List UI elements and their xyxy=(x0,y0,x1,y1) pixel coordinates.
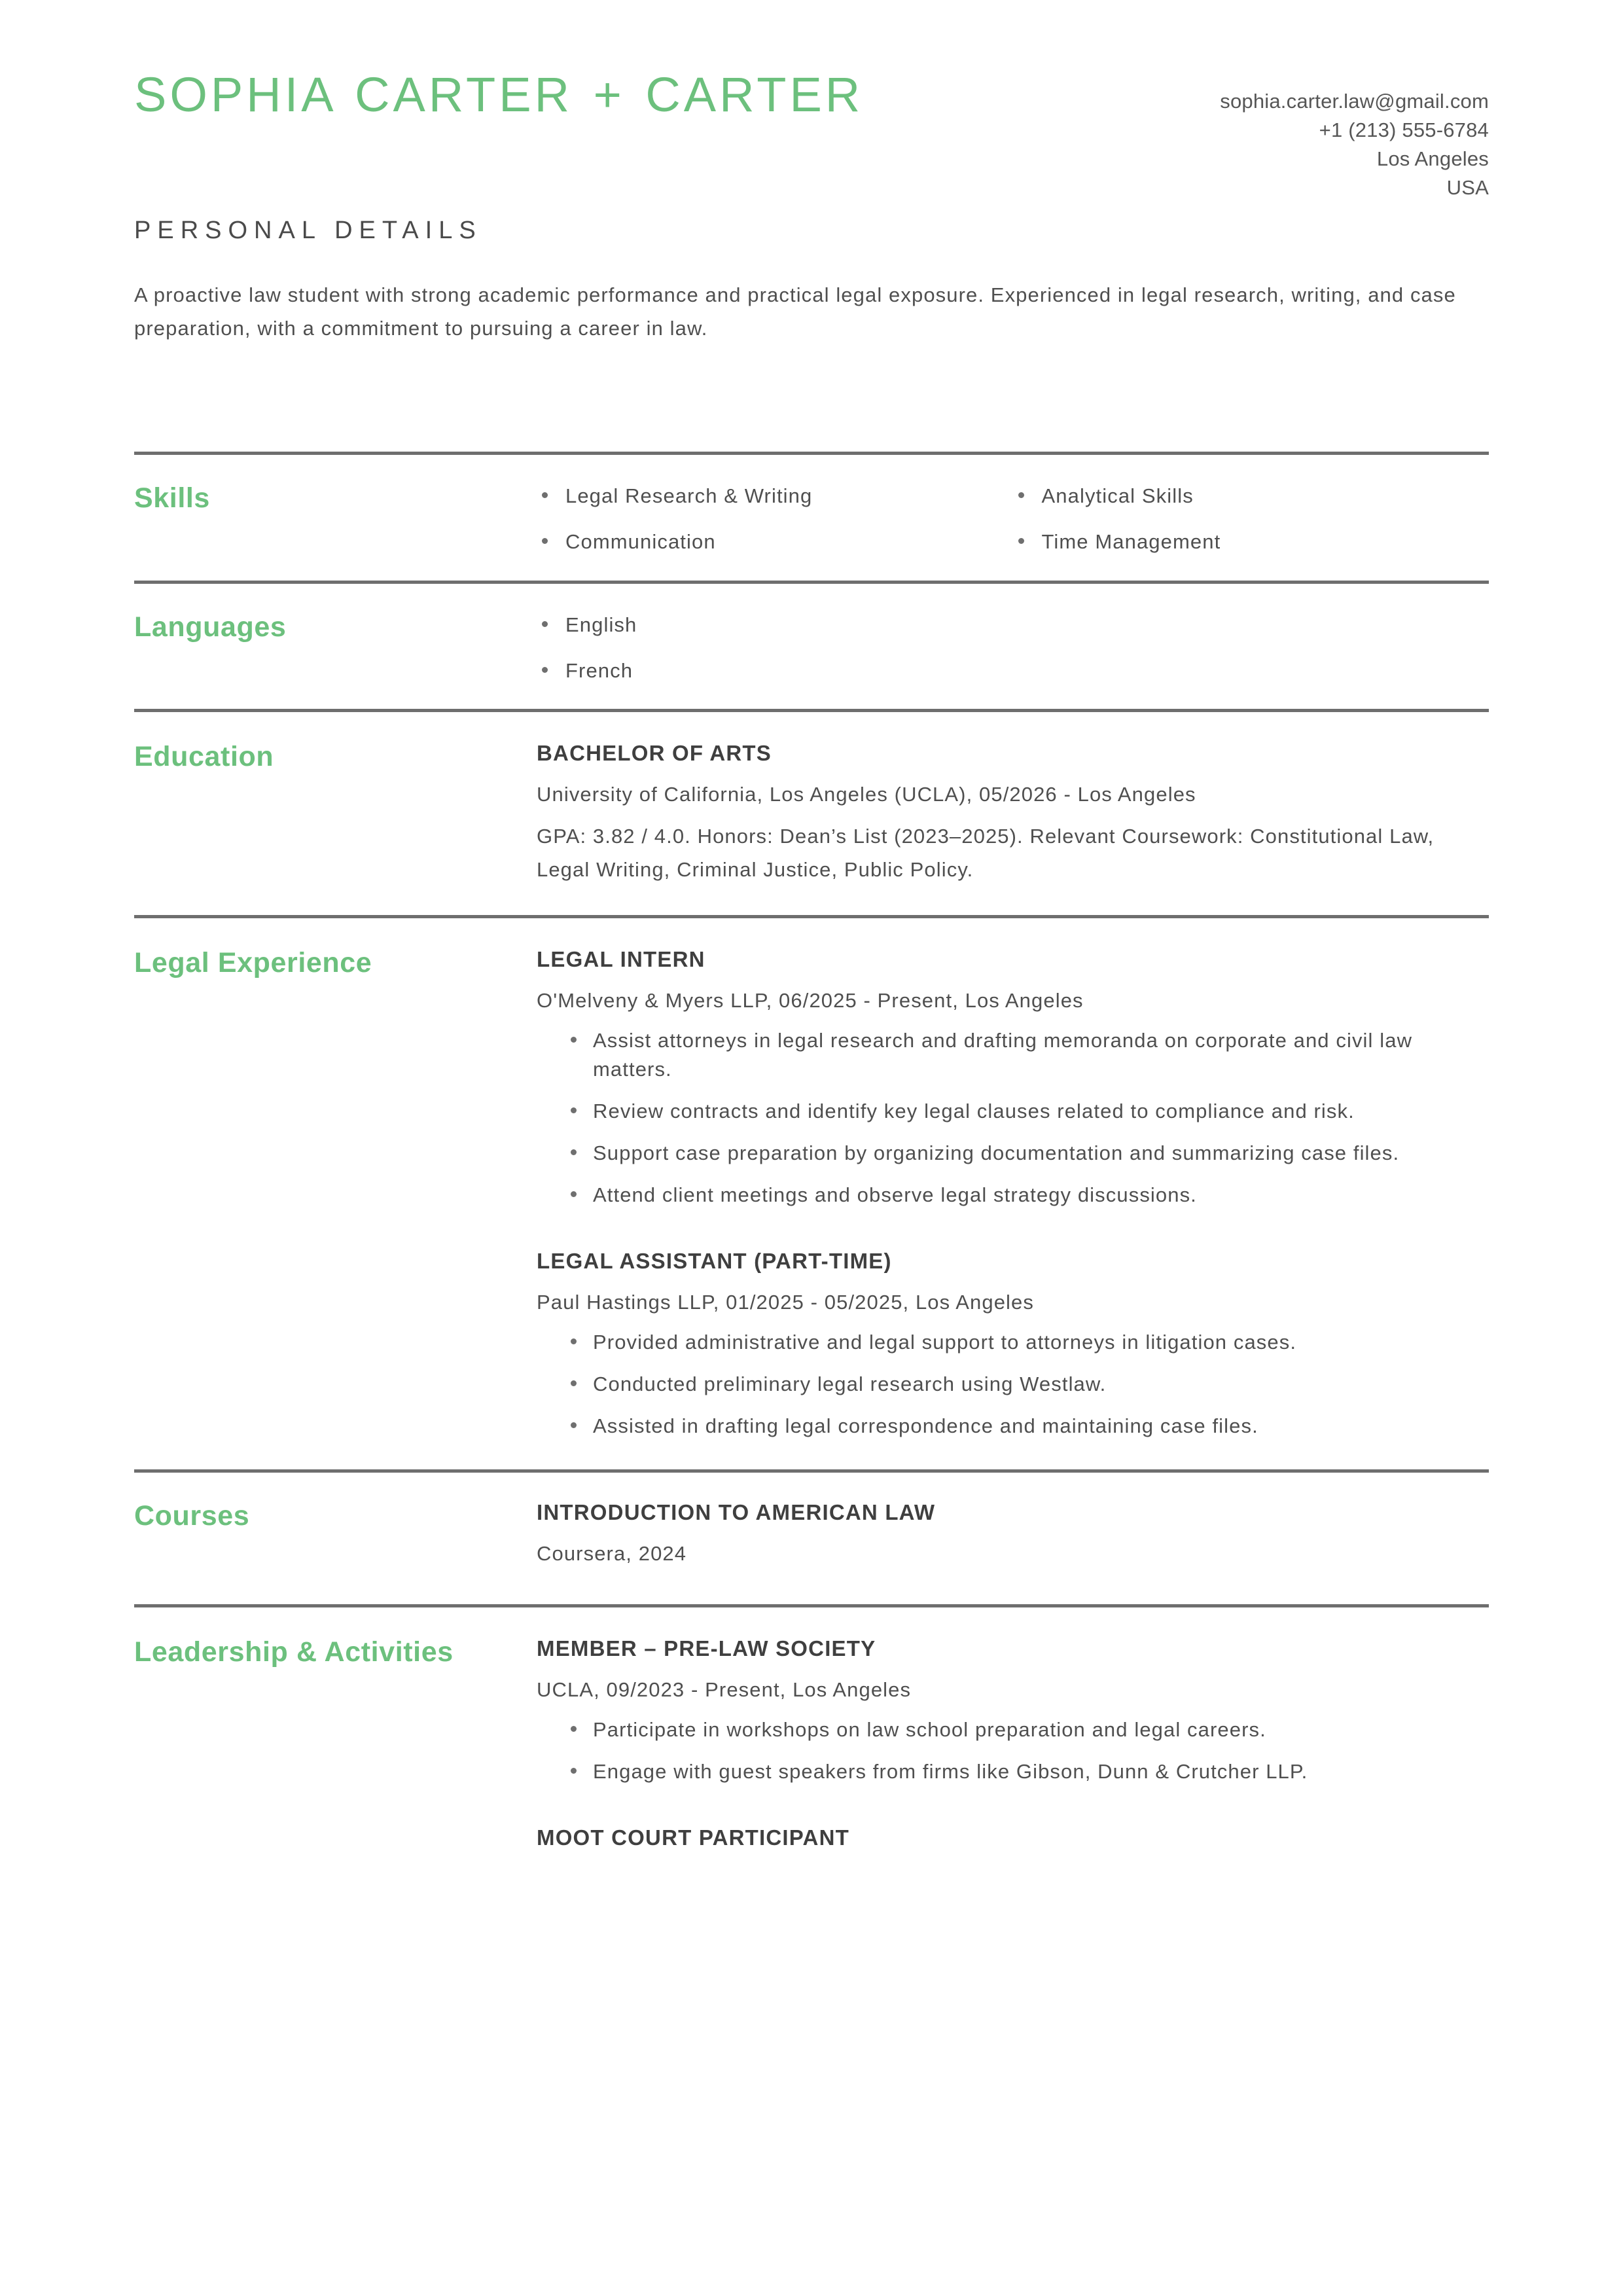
job-company-meta: O'Melveny & Myers LLP, 06/2025 - Present, Los Angeles xyxy=(537,988,1084,1012)
activity-task-list xyxy=(537,1715,1489,1786)
section-legal-experience xyxy=(134,918,1489,1469)
languages-list xyxy=(537,611,1489,685)
section-languages xyxy=(134,584,1489,709)
entry-spacer xyxy=(537,1806,1489,1825)
contact-block xyxy=(1220,71,1489,202)
list-item: French xyxy=(537,657,1489,685)
list-item: Time Management xyxy=(1013,528,1489,556)
list-item: Assist attorneys in legal research and drafting memoranda on corporate and civil law matters. xyxy=(567,1026,1489,1084)
list-item: Analytical Skills xyxy=(1013,482,1489,510)
activity-title: MEMBER – PRE-LAW SOCIETY xyxy=(537,1636,876,1660)
entry-spacer xyxy=(537,1229,1489,1249)
list-item: Assisted in drafting legal correspondence and maintaining case files. xyxy=(567,1412,1489,1441)
education-description: GPA: 3.82 / 4.0. Honors: Dean’s List (2023–2025). Relevant Coursework: Constitutional Law, Legal Writing, Criminal Justice, Public Policy. xyxy=(537,825,1435,881)
page-title: SOPHIA CARTER + CARTER xyxy=(134,67,864,122)
list-item: Review contracts and identify key legal clauses related to compliance and risk. xyxy=(567,1097,1489,1126)
contact-phone[interactable]: +1 (213) 555-6784 xyxy=(1319,118,1489,141)
section-leadership-activities xyxy=(134,1607,1489,1893)
course-provider: Coursera, 2024 xyxy=(537,1541,687,1565)
personal-details-subtitle: PERSONAL DETAILS xyxy=(134,217,482,245)
course-title: INTRODUCTION TO AMERICAN LAW xyxy=(537,1499,936,1524)
education-institution: University of California, Los Angeles (UCLA), 05/2026 - Los Angeles xyxy=(537,783,1196,806)
list-item: Provided administrative and legal support to attorneys in litigation cases. xyxy=(567,1328,1489,1357)
activity-title: MOOT COURT PARTICIPANT xyxy=(537,1825,849,1850)
section-skills xyxy=(134,455,1489,581)
section-label-legal-experience: Legal Experience xyxy=(134,946,372,978)
education-degree: BACHELOR OF ARTS xyxy=(537,741,772,766)
experience-entry xyxy=(537,947,1489,1210)
section-label-leadership-activities: Leadership & Activities xyxy=(134,1636,454,1668)
contact-city: Los Angeles xyxy=(1376,147,1489,170)
job-title: LEGAL ASSISTANT (PART-TIME) xyxy=(537,1248,892,1273)
list-item: Participate in workshops on law school preparation and legal careers. xyxy=(567,1715,1489,1744)
resume-header xyxy=(134,67,1489,345)
education-entry xyxy=(537,741,1489,886)
job-task-list xyxy=(537,1328,1489,1441)
list-item: Communication xyxy=(537,528,1013,556)
resume-sections xyxy=(134,452,1489,1893)
experience-entry xyxy=(537,1249,1489,1441)
section-label-courses: Courses xyxy=(134,1499,250,1532)
section-label-languages: Languages xyxy=(134,611,287,643)
list-item: Engage with guest speakers from firms like Gibson, Dunn & Crutcher LLP. xyxy=(567,1757,1489,1786)
contact-country: USA xyxy=(1446,175,1489,199)
job-company-meta: Paul Hastings LLP, 01/2025 - 05/2025, Los Angeles xyxy=(537,1290,1034,1314)
list-item: Legal Research & Writing xyxy=(537,482,1013,510)
course-entry xyxy=(537,1500,1489,1569)
activity-entry xyxy=(537,1825,1489,1850)
list-item: English xyxy=(537,611,1489,639)
job-title: LEGAL INTERN xyxy=(537,946,705,971)
section-label-education: Education xyxy=(134,741,274,773)
section-label-skills: Skills xyxy=(134,482,210,514)
activity-entry xyxy=(537,1636,1489,1786)
job-task-list xyxy=(537,1026,1489,1210)
skills-column-1 xyxy=(537,482,1013,556)
section-education xyxy=(134,712,1489,914)
list-item: Conducted preliminary legal research using Westlaw. xyxy=(567,1370,1489,1399)
contact-email[interactable]: sophia.carter.law@gmail.com xyxy=(1220,90,1489,113)
section-courses xyxy=(134,1473,1489,1604)
list-item: Support case preparation by organizing documentation and summarizing case files. xyxy=(567,1139,1489,1168)
activity-meta: UCLA, 09/2023 - Present, Los Angeles xyxy=(537,1677,912,1701)
skills-column-2 xyxy=(1013,482,1489,556)
professional-summary: A proactive law student with strong academic performance and practical legal exposure. Experienced in legal research, writing, and case preparation, with a commitment to pursuing a career in law. xyxy=(134,283,1456,340)
list-item: Attend client meetings and observe legal strategy discussions. xyxy=(567,1181,1489,1210)
